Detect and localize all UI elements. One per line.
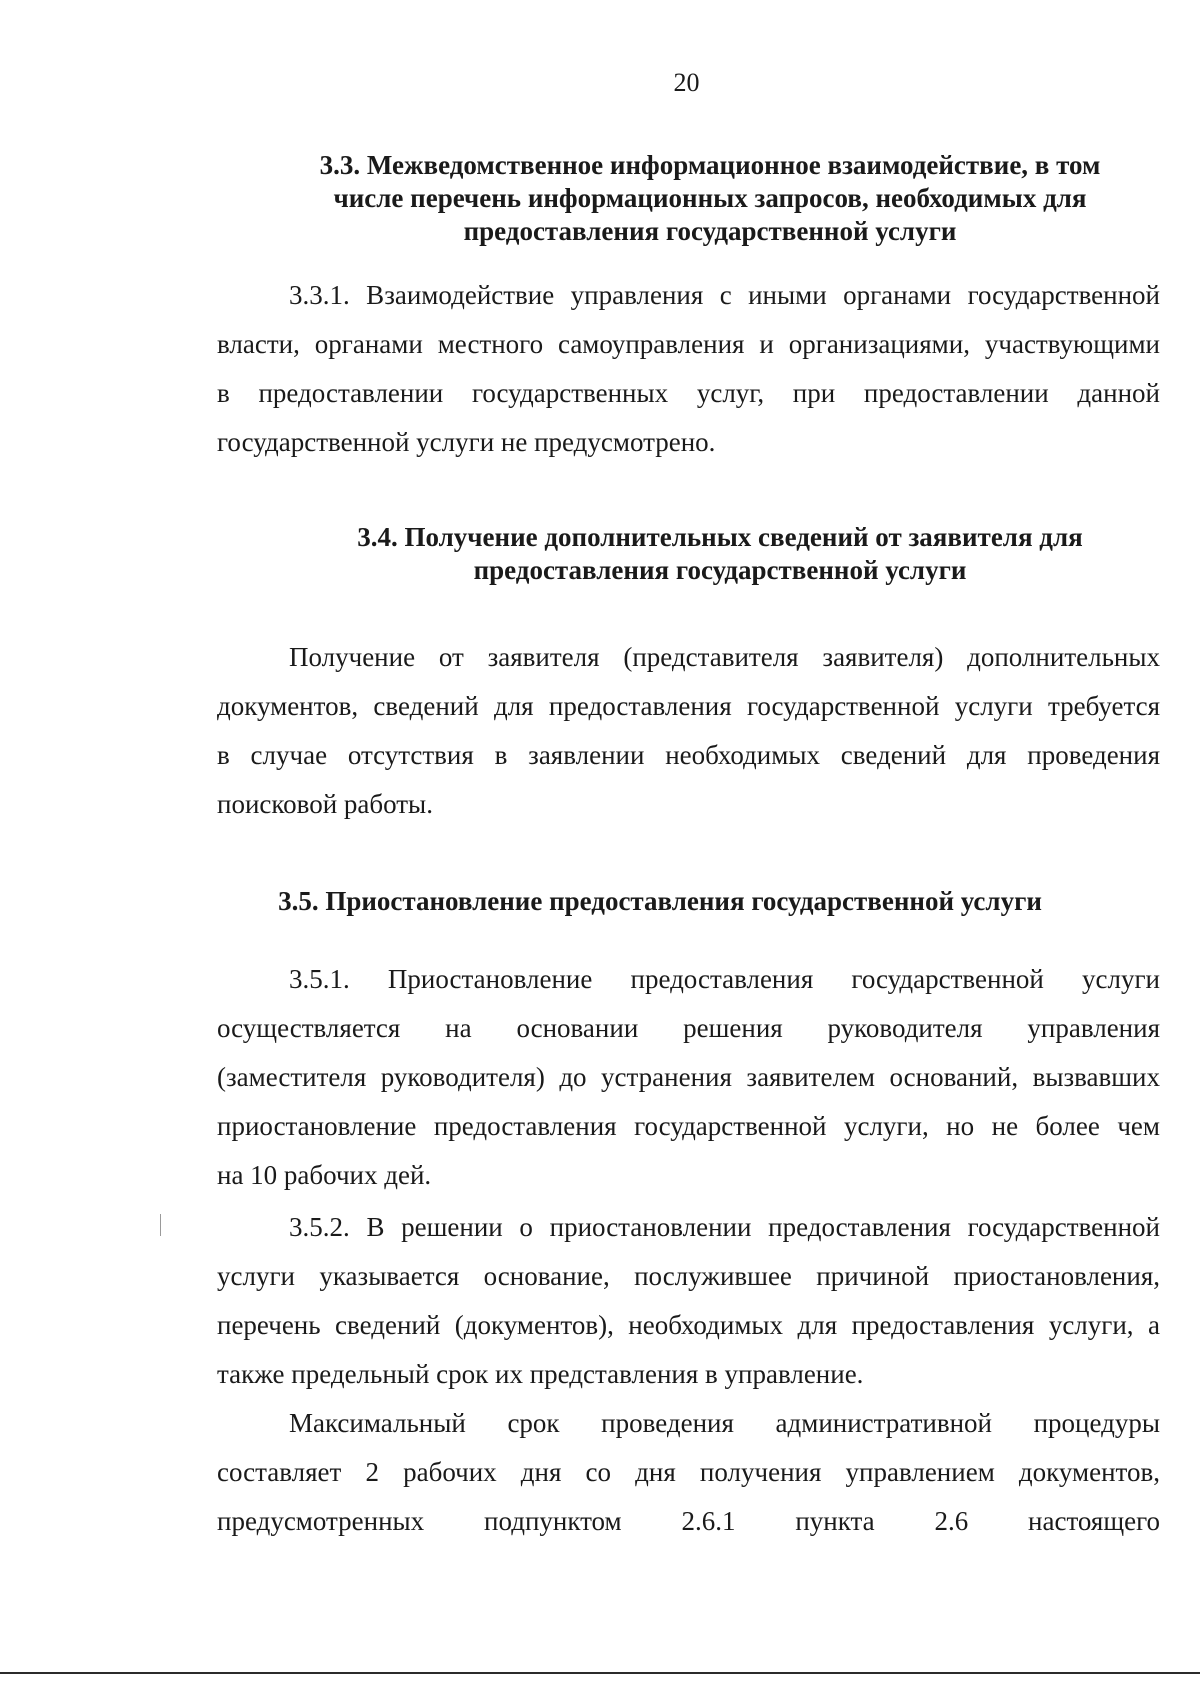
text-line: составляет 2 рабочих дня со дня получения управлением документов, xyxy=(217,1457,1160,1487)
section-3-4-heading xyxy=(300,521,1140,587)
text-line: документов, сведений для предоставления государственной услуги требуется xyxy=(217,691,1160,721)
heading-line: предоставления государственной услуги xyxy=(463,216,957,246)
text-line: Максимальный срок проведения административной процедуры xyxy=(289,1408,1160,1438)
bottom-scan-edge xyxy=(0,1672,1200,1674)
paragraph-3-5-2 xyxy=(217,1203,1160,1399)
heading-line: числе перечень информационных запросов, необходимых для xyxy=(333,183,1087,213)
text-line: поисковой работы. xyxy=(217,789,433,819)
text-line: власти, органами местного самоуправления и организациями, участвующими xyxy=(217,329,1160,359)
text-line: осуществляется на основании решения руководителя управления xyxy=(217,1013,1160,1043)
paragraph-3-4 xyxy=(217,633,1160,829)
text-line: 3.5.2. В решении о приостановлении предоставления государственной xyxy=(289,1212,1160,1242)
text-line: в случае отсутствия в заявлении необходимых сведений для проведения xyxy=(217,740,1160,770)
page-number: 20 xyxy=(673,68,700,97)
scan-artifact xyxy=(160,1214,161,1236)
text-line: приостановление предоставления государственной услуги, но не более чем xyxy=(217,1111,1160,1141)
heading-line: 3.3. Межведомственное информационное взаимодействие, в том xyxy=(319,150,1101,180)
text-line: предусмотренных подпунктом 2.6.1 пункта 2.6 настоящего xyxy=(217,1506,1160,1536)
text-line: в предоставлении государственных услуг, при предоставлении данной xyxy=(217,378,1160,408)
heading-line: предоставления государственной услуги xyxy=(473,555,967,585)
heading-line: 3.4. Получение дополнительных сведений от заявителя для xyxy=(357,522,1083,552)
paragraph-3-3-1 xyxy=(217,271,1160,467)
text-line: также предельный срок их представления в управление. xyxy=(217,1359,864,1389)
text-line: на 10 рабочих дей. xyxy=(217,1160,432,1190)
text-line: 3.3.1. Взаимодействие управления с иными органами государственной xyxy=(289,280,1160,310)
section-3-3-heading xyxy=(260,149,1160,248)
paragraph-max-duration xyxy=(217,1399,1160,1546)
heading-line: 3.5. Приостановление предоставления государственной услуги xyxy=(278,886,1042,916)
section-3-5-heading xyxy=(200,885,1120,918)
text-line: 3.5.1. Приостановление предоставления государственной услуги xyxy=(289,964,1160,994)
text-line: (заместителя руководителя) до устранения заявителем оснований, вызвавших xyxy=(217,1062,1160,1092)
text-line: услуги указывается основание, послужившее причиной приостановления, xyxy=(217,1261,1160,1291)
text-line: перечень сведений (документов), необходимых для предоставления услуги, а xyxy=(217,1310,1160,1340)
text-line: государственной услуги не предусмотрено. xyxy=(217,427,716,457)
paragraph-3-5-1 xyxy=(217,955,1160,1200)
text-line: Получение от заявителя (представителя заявителя) дополнительных xyxy=(289,642,1160,672)
